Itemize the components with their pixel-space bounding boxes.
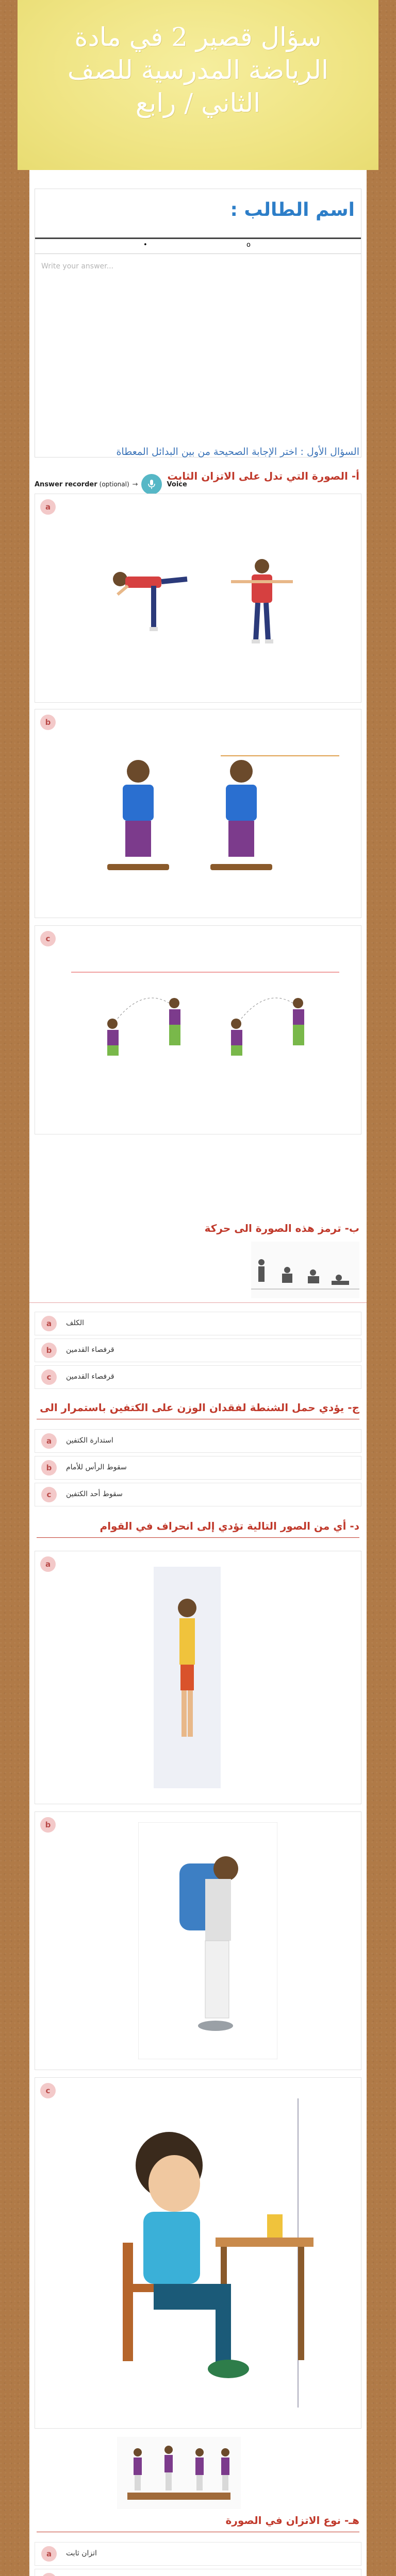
editor-toolbar (35, 238, 361, 254)
option-letter: b (41, 1343, 57, 1358)
section-1-title: السؤال الأول : اختر الإجابة الصحيحة من بين البدائل المعطاة (116, 446, 359, 457)
q3-option-a[interactable] (35, 1429, 361, 1453)
option-text: اتزان ثابت (66, 2549, 97, 2557)
option-text: سقوط الرأس للأمام (66, 1463, 127, 1471)
option-letter: a (41, 2546, 57, 2562)
heavy-backpack-image (138, 1822, 277, 2059)
option-letter: b (40, 715, 56, 730)
q2-option-c[interactable] (35, 1365, 361, 1389)
q4-option-c[interactable] (35, 2077, 361, 2429)
upright-posture-image (154, 1567, 221, 1788)
worksheet-paper (29, 170, 367, 2576)
q3-option-c[interactable] (35, 1483, 361, 1506)
student-name-label: اسم الطالب : (230, 199, 355, 221)
voice-label: Voice (167, 480, 187, 488)
option-letter: a (41, 1433, 57, 1449)
arrow-right-icon: → (132, 480, 138, 488)
hopping-sequence-image (71, 967, 339, 1075)
recorder-optional: (optional) (99, 481, 129, 488)
option-text: قرفصاء القدمين (66, 1346, 114, 1354)
q4-option-b[interactable] (35, 1811, 361, 2070)
option-text: الكلف (66, 1319, 85, 1327)
q2-option-b[interactable] (35, 1338, 361, 1362)
option-letter: c (40, 931, 56, 946)
squat-sequence-image (251, 1242, 359, 1298)
q3-option-b[interactable] (35, 1456, 361, 1480)
student-name-box (35, 189, 361, 457)
option-letter: c (41, 1487, 57, 1502)
balance-steps-image (117, 2437, 241, 2509)
bullet-list-button[interactable]: • (143, 241, 147, 249)
answer-placeholder: Write your answer... (41, 262, 113, 270)
q2-option-a[interactable] (35, 1312, 361, 1335)
option-letter: a (41, 1316, 57, 1331)
option-letter (41, 2573, 57, 2576)
header-banner (18, 0, 378, 170)
question-4-title: د- أي من الصور التالية تؤدي إلى انحراف في القوام (37, 1520, 359, 1538)
option-letter: c (41, 1369, 57, 1385)
option-text: سقوط أحد الكتفين (66, 1490, 123, 1498)
option-text: استدارة الكتفين (66, 1436, 113, 1445)
option-letter: a (40, 1556, 56, 1572)
option-letter: b (40, 1817, 56, 1833)
question-5-title: هـ- نوع الاتزان في الصورة (37, 2514, 359, 2532)
q1-option-a[interactable] (35, 494, 361, 703)
question-1-title: أ- الصورة التي تدل على الاتزان الثابت (167, 470, 359, 482)
option-letter: a (40, 499, 56, 515)
page-title: سؤال قصير 2 في مادة الرياضة المدرسية للصف الثاني / رابع (67, 22, 329, 118)
recorder-label: Answer recorder (35, 480, 97, 488)
q1-option-b[interactable] (35, 709, 361, 918)
numbered-list-button[interactable]: o (246, 241, 251, 249)
desk-sitting-image (92, 2098, 324, 2408)
q5-option-a[interactable] (35, 2542, 361, 2566)
answer-textarea[interactable] (35, 253, 361, 457)
question-3-title: ج- يؤدي حمل الشنطة لفقدان الوزن على الكتفين باستمرار الى (37, 1401, 359, 1419)
option-text: قرفصاء القدمين (66, 1372, 114, 1381)
option-letter: c (40, 2083, 56, 2098)
balance-figures-image (76, 530, 334, 680)
q1-option-c[interactable] (35, 925, 361, 1134)
option-letter: b (41, 1460, 57, 1476)
question-2-title: ب- ترمز هذه الصورة الى حركة (204, 1222, 359, 1234)
balance-board-image (71, 740, 339, 895)
q4-option-a[interactable] (35, 1551, 361, 1804)
q5-option-b[interactable] (35, 2569, 361, 2576)
